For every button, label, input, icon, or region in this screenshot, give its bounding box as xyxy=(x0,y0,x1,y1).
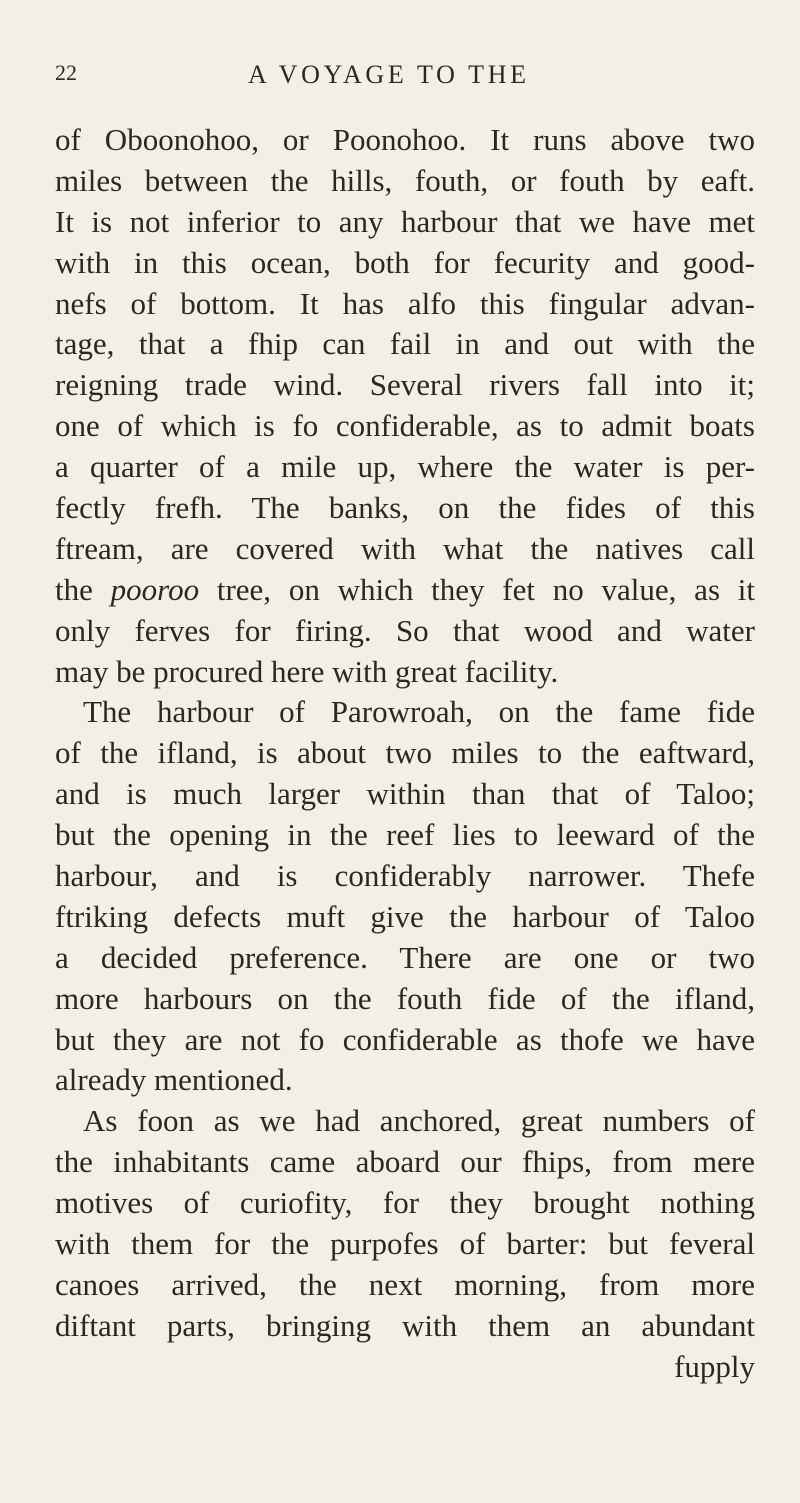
text-line: of Oboonohoo, or Poonohoo. It runs above two xyxy=(55,122,755,157)
text-line: ftream, are covered with what the natives call xyxy=(55,530,755,566)
line-text-after: tree, on which they fet no value, as it xyxy=(199,571,756,607)
text-line: diftant parts, bringing with them an abundant xyxy=(55,1307,755,1343)
text-line: more harbours on the fouth fide of the ifland, xyxy=(55,980,755,1016)
text-line: the inhabitants came aboard our fhips, from mere xyxy=(55,1144,755,1180)
catchword: fupply xyxy=(674,1348,755,1384)
text-line: of the ifland, is about two miles to the eaftward, xyxy=(55,735,755,771)
text-line: but they are not fo confiderable as thofe we have xyxy=(55,1021,755,1057)
text-line: miles between the hills, fouth, or fouth by eaft. xyxy=(55,162,755,198)
text-line: motives of curiofity, for they brought nothing xyxy=(55,1185,755,1221)
text-line: It is not inferior to any harbour that we have met xyxy=(55,203,755,239)
text-line: with them for the purpofes of barter: but feveral xyxy=(55,1226,755,1262)
text-line: harbour, and is confiderably narrower. Thefe xyxy=(55,858,755,894)
text-line: already mentioned. xyxy=(55,1062,293,1098)
text-line: may be procured here with great facility. xyxy=(55,653,559,689)
text-line: ftriking defects muft give the harbour of Taloo xyxy=(55,898,755,934)
text-line: reigning trade wind. Several rivers fall into it; xyxy=(55,367,755,403)
paragraph-start-line: As foon as we had anchored, great numbers of xyxy=(83,1103,755,1139)
page-header xyxy=(55,60,655,100)
line-text-before: the xyxy=(55,571,111,607)
text-line: one of which is fo confiderable, as to admit boats xyxy=(55,408,755,444)
running-head: A VOYAGE TO THE xyxy=(248,60,530,89)
paragraph-start-line: The harbour of Parowroah, on the fame fide xyxy=(83,694,755,730)
text-line: fectly frefh. The banks, on the fides of this xyxy=(55,490,755,526)
body-text xyxy=(55,120,755,1388)
text-line: a decided preference. There are one or two xyxy=(55,939,755,975)
text-line: nefs of bottom. It has alfo this fingular advan- xyxy=(55,285,755,321)
italic-term: pooroo xyxy=(110,571,200,607)
text-line: tage, that a fhip can fail in and out with the xyxy=(55,326,755,362)
text-line: a quarter of a mile up, where the water is per- xyxy=(55,449,755,485)
page-number: 22 xyxy=(55,60,77,85)
text-line: only ferves for firing. So that wood and water xyxy=(55,612,755,648)
text-line: and is much larger within than that of Taloo; xyxy=(55,776,755,812)
text-line: but the opening in the reef lies to leeward of the xyxy=(55,817,755,853)
text-line-with-italic xyxy=(55,570,755,611)
text-line: canoes arrived, the next morning, from more xyxy=(55,1266,755,1302)
text-line: with in this ocean, both for fecurity and good- xyxy=(55,244,755,280)
